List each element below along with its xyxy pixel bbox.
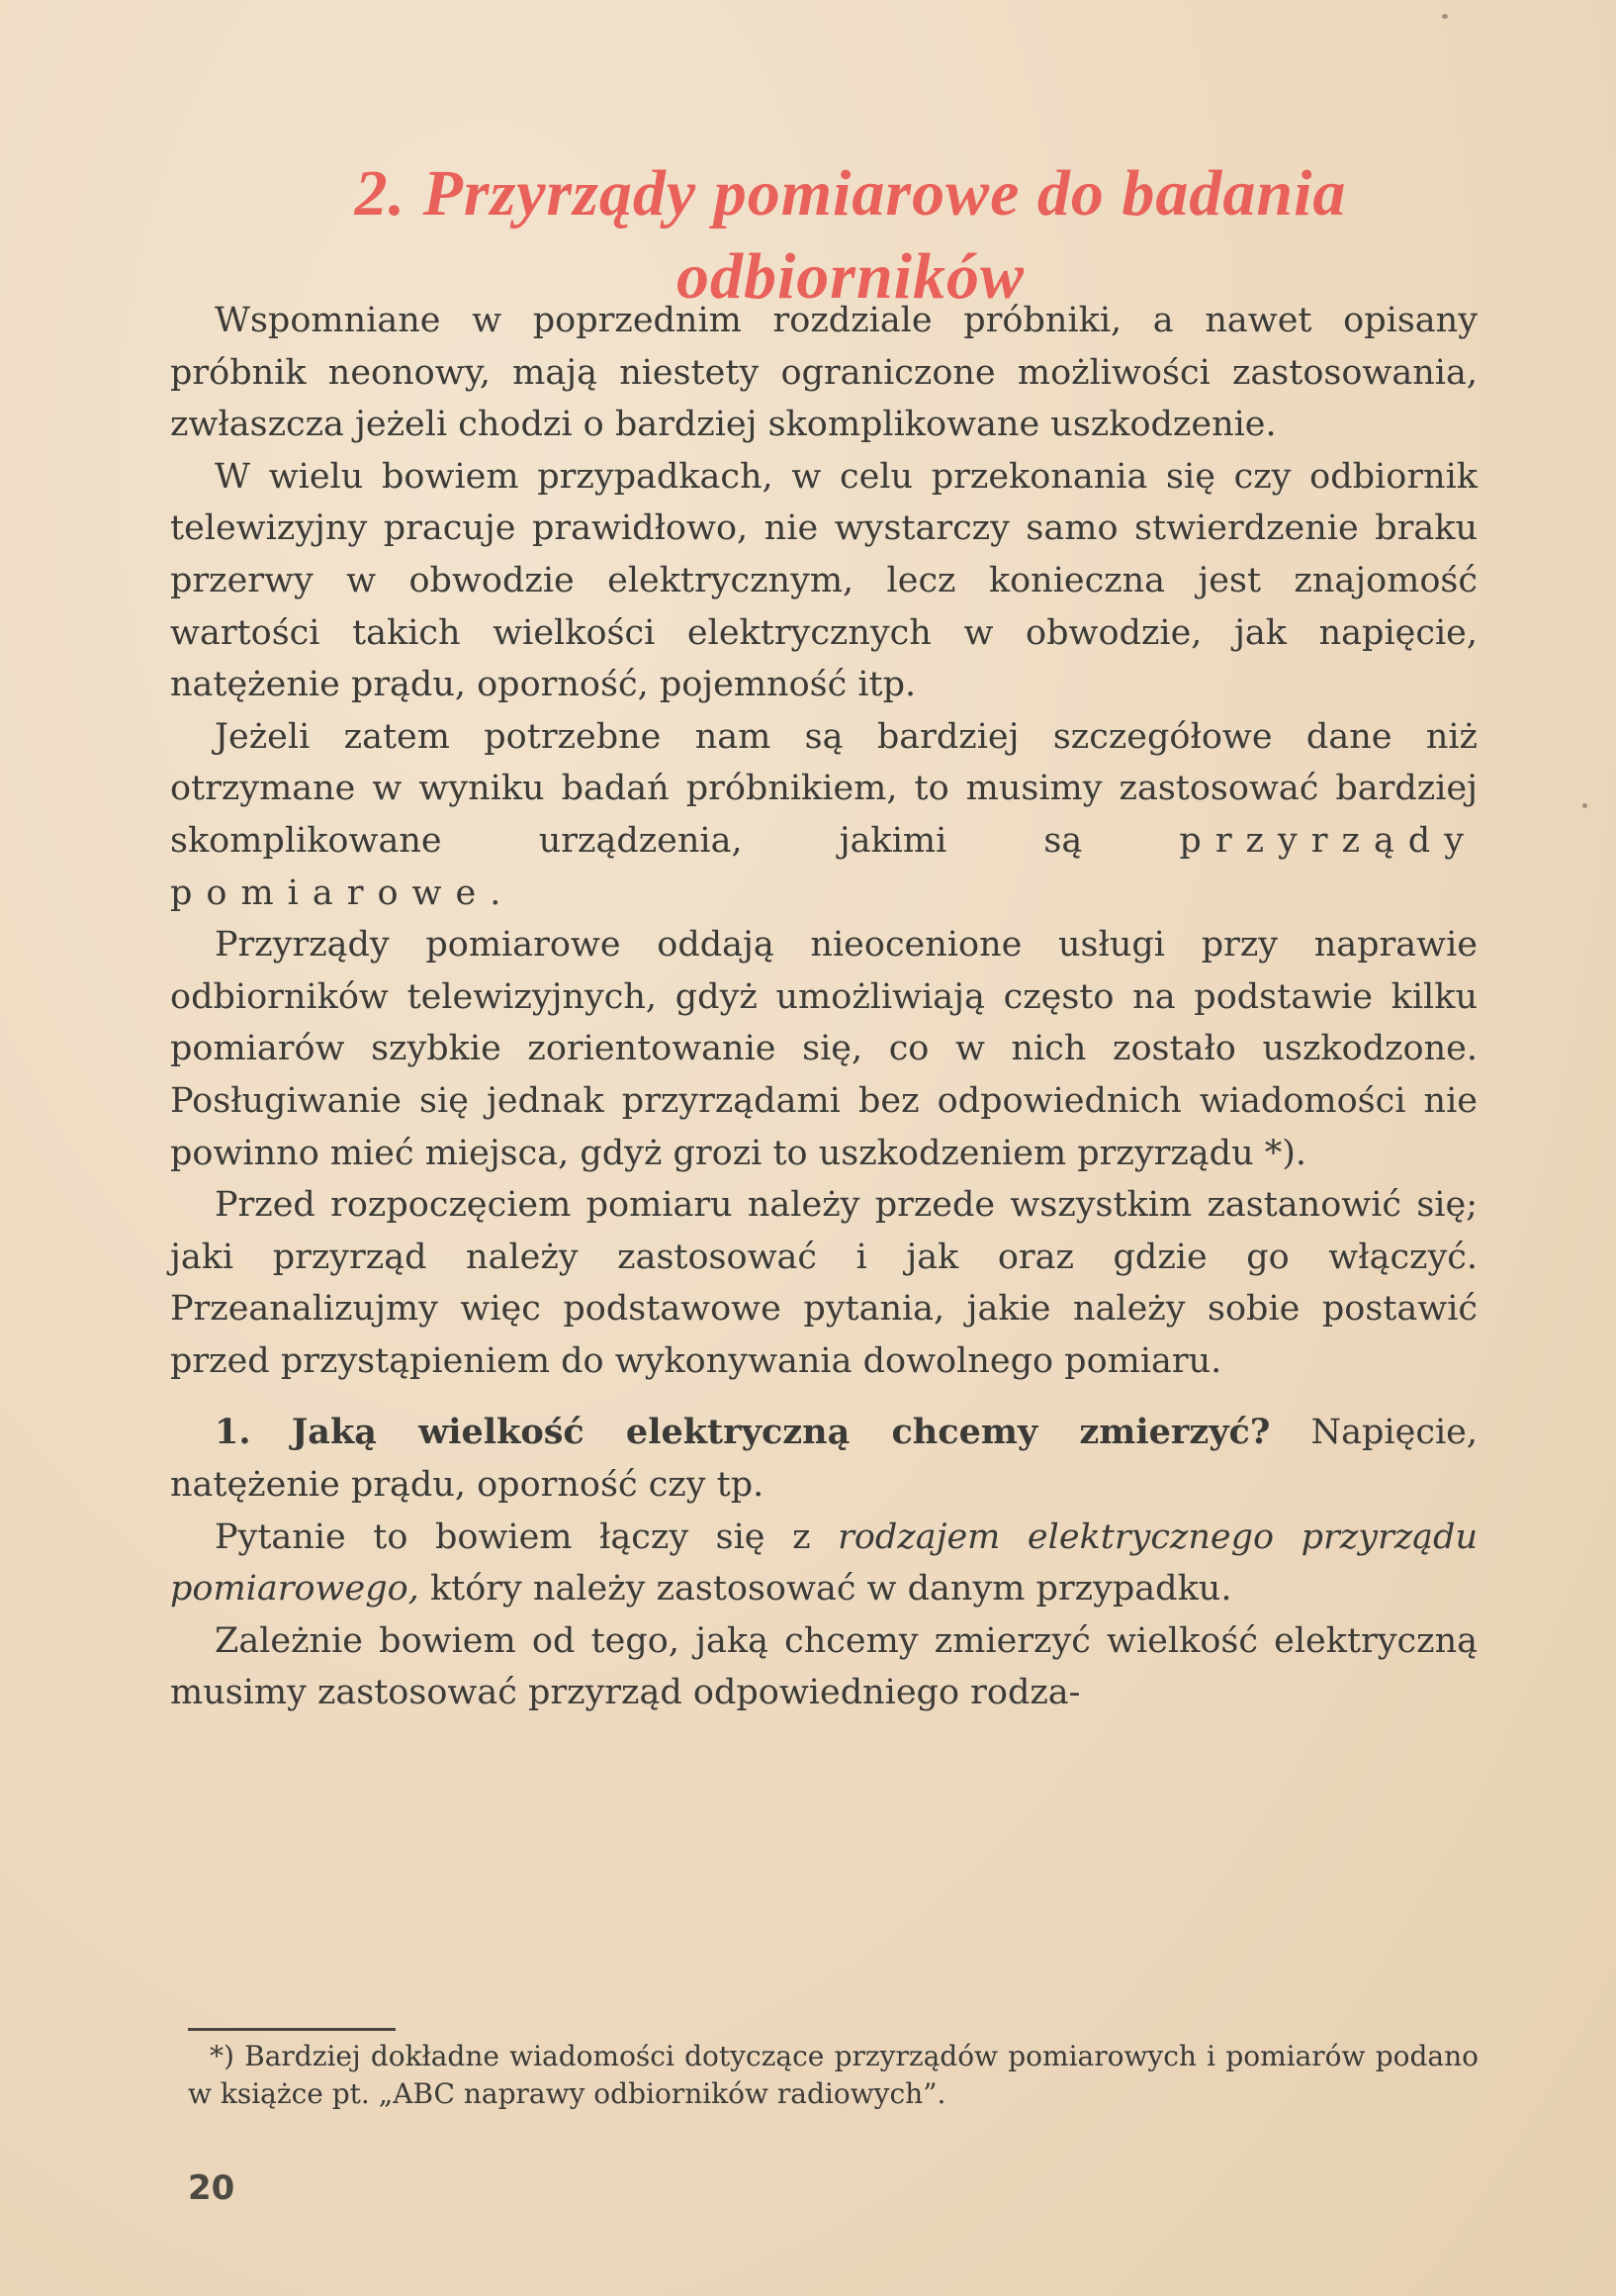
paper-speck bbox=[1442, 14, 1448, 19]
paragraph: Przed rozpoczęciem pomiaru należy przede wszystkim zastanowić się; jaki przyrząd należy zastosować i jak oraz gdzie go włączyć. Przeanalizujmy więc podstawowe pytania, jakie należy sobie postawić przed przystąpieniem do wykonywania dowolnego pomiaru. bbox=[170, 1185, 1478, 1381]
footnote: *) Bardziej dokładne wiadomości dotyczące przyrządów pomiarowych i pomiarów podano w książce pt. „ABC naprawy odbiorników radiowych”. bbox=[188, 2040, 1479, 2110]
paragraph bbox=[170, 711, 1478, 919]
page-number: 20 bbox=[188, 2168, 235, 2208]
italic-term: rodzajem elektrycznego przyrządu pomiarowego, bbox=[170, 1516, 1478, 1609]
paragraph: Zależnie bowiem od tego, jaką chcemy zmierzyć wielkość elektryczną musimy zastosować przyrząd odpowiedniego rodza- bbox=[170, 1620, 1478, 1713]
paragraph-text: Pytanie to bowiem łączy się z bbox=[215, 1516, 839, 1557]
body-text bbox=[170, 295, 1478, 1719]
paragraph bbox=[170, 1512, 1478, 1615]
paragraph: Wspomniane w poprzednim rozdziale próbniki, a nawet opisany próbnik neonowy, mają niestety ograniczone możliwości zastosowania, zwłaszcza jeżeli chodzi o bardziej skomplikowane uszkodzenie. bbox=[170, 301, 1478, 445]
paragraph-text: . bbox=[490, 872, 501, 913]
paragraph-text: Jeżeli zatem potrzebne nam są bardziej szczegółowe dane niż otrzymane w wyniku badań próbnikiem, to musimy zastosować bardziej skomplikowane urządzenia, jakimi są bbox=[170, 716, 1478, 861]
chapter-title-line-2: odbiorników bbox=[675, 240, 1026, 314]
paper-speck bbox=[1582, 803, 1587, 808]
question-text: Jaką wielkość elektryczną chcemy zmierzyć? bbox=[291, 1412, 1271, 1453]
emphasized-term: przyrządy pomiarowe bbox=[170, 820, 1478, 913]
paragraph-text: który należy zastosować w danym przypadku. bbox=[418, 1569, 1232, 1609]
footnote-divider bbox=[188, 2028, 396, 2031]
paragraph: W wielu bowiem przypadkach, w celu przekonania się czy odbiornik telewizyjny pracuje prawidłowo, nie wystarczy samo stwierdzenie braku przerwy w obwodzie elektrycznym, lecz konieczna jest znajomość wartości takich wielkości elektrycznych w obwodzie, jak napięcie, natężenie prądu, oporność, pojemność itp. bbox=[170, 456, 1478, 705]
question-number: 1. bbox=[215, 1412, 251, 1453]
question-answer: Napięcie, natężenie prądu, oporność czy tp. bbox=[170, 1413, 1478, 1506]
question-heading bbox=[170, 1407, 1478, 1511]
chapter-title-line-1: 2. Przyrządy pomiarowe do badania bbox=[354, 157, 1347, 230]
paragraph: Przyrządy pomiarowe oddają nieocenione usługi przy naprawie odbiorników telewizyjnych, gdyż umożliwiają często na podstawie kilku pomiarów szybkie zorientowanie się, co w nich zostało uszkodzone. Posługiwanie się jednak przyrządami bez odpowiednich wiadomości nie powinno mieć miejsca, gdyż grozi to uszkodzeniem przyrządu *). bbox=[170, 925, 1478, 1173]
